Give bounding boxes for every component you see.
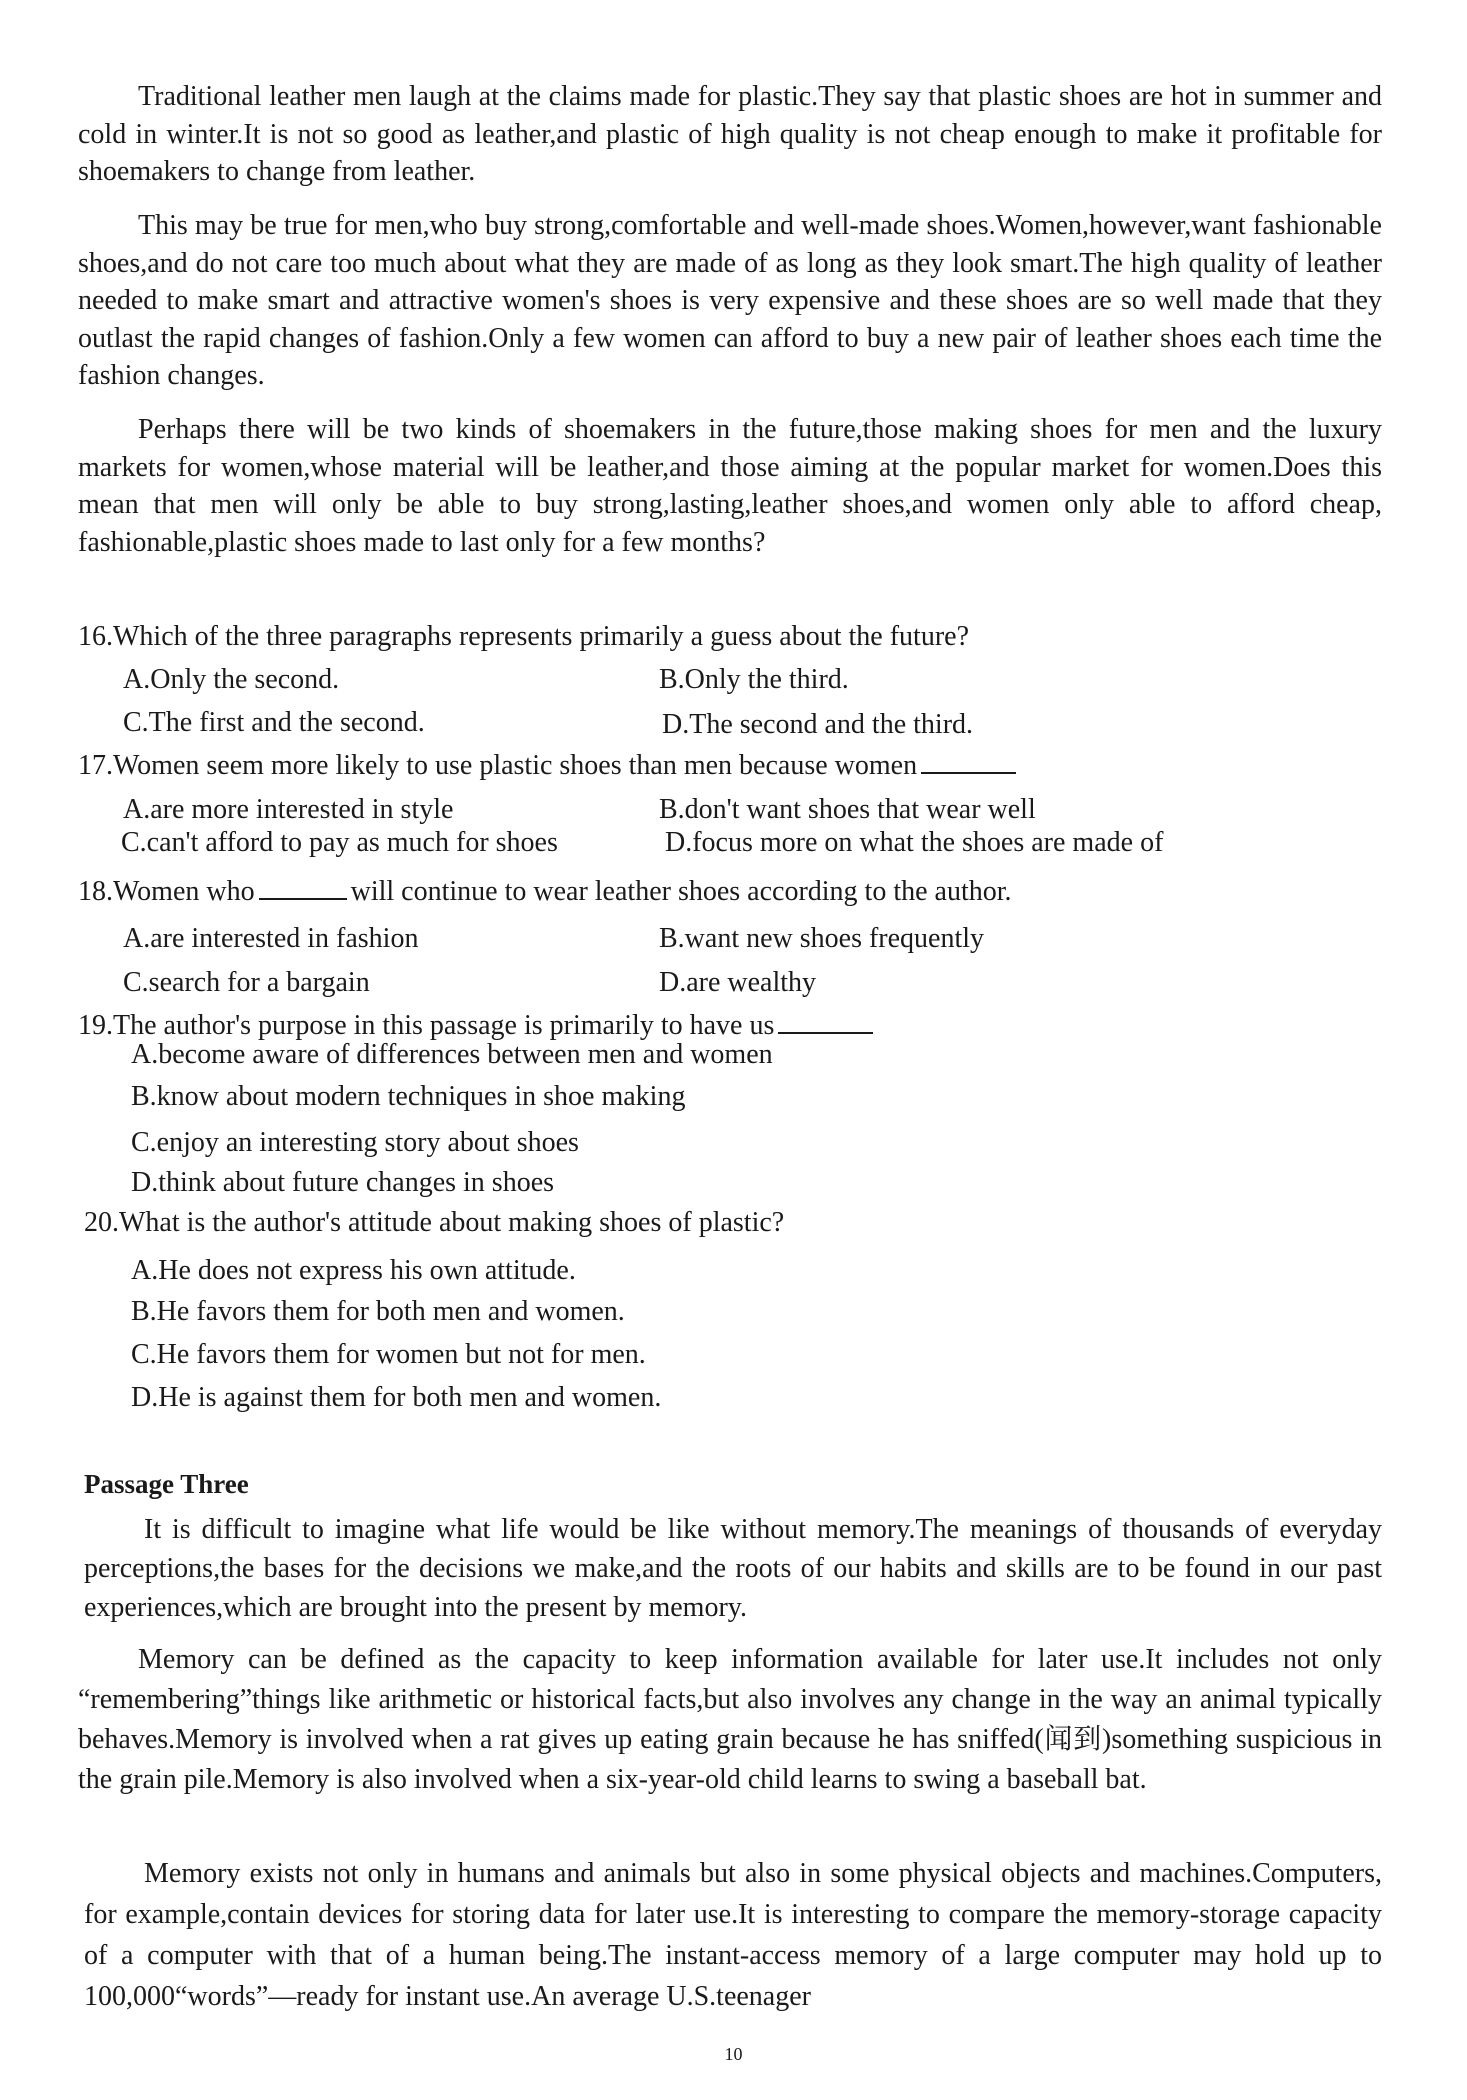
question-20-option-d: D.He is against them for both men and women.	[131, 1382, 662, 1413]
question-19-option-b: B.know about modern techniques in shoe making	[131, 1081, 686, 1112]
question-19-text: 19.The author's purpose in this passage is primarily to have us	[78, 1010, 775, 1041]
question-16-option-d: D.The second and the third.	[662, 709, 974, 740]
question-16-option-a: A.Only the second.	[123, 664, 340, 695]
question-20-stem: 20.What is the author's attitude about making shoes of plastic?	[84, 1207, 785, 1238]
question-19-option-a: A.become aware of differences between men and women	[131, 1039, 773, 1070]
question-19-option-d: D.think about future changes in shoes	[131, 1167, 555, 1198]
passage-three-heading: Passage Three	[84, 1469, 249, 1499]
question-16-option-b: B.Only the third.	[659, 664, 849, 695]
question-18-text-before: 18.Women who	[78, 876, 255, 907]
question-17-stem	[78, 748, 1020, 783]
passage-three-paragraph-1: It is difficult to imagine what life would be like without memory.The meanings of thousands of everyday perceptions,the bases for the decisions we make,and the roots of our habits and skills are to be found in our past experiences,which are brought into the present by memory.	[84, 1514, 1382, 1623]
question-20-option-c: C.He favors them for women but not for men.	[131, 1339, 646, 1370]
question-18-option-b: B.want new shoes frequently	[659, 923, 985, 954]
passage-two-paragraph-3: Perhaps there will be two kinds of shoemakers in the future,those making shoes for men and the luxury markets for women,whose material will be leather,and those aiming at the popular market for women.Does this mean that men will only be able to buy strong,lasting,leather shoes,and women only able to afford cheap, fashionable,plastic shoes made to last only for a few months?	[78, 414, 1382, 558]
passage-three-paragraph-2: Memory can be defined as the capacity to keep information available for later use.It includes not only “remembering”things like arithmetic or historical facts,but also involves any change in the way an animal typically behaves.Memory is involved when a rat gives up eating grain because he has sniffed(闻到)something suspicious in the grain pile.Memory is also involved when a six-year-old child learns to swing a baseball bat.	[78, 1644, 1382, 1795]
answer-blank	[778, 1008, 873, 1034]
question-17-option-b: B.don't want shoes that wear well	[659, 794, 1036, 825]
question-16-stem: 16.Which of the three paragraphs represents primarily a guess about the future?	[78, 621, 969, 652]
question-18-option-a: A.are interested in fashion	[123, 923, 419, 954]
page-number: 10	[724, 2044, 743, 2064]
question-17-option-c: C.can't afford to pay as much for shoes	[121, 827, 558, 858]
question-20-option-b: B.He favors them for both men and women.	[131, 1296, 625, 1327]
question-17-option-a: A.are more interested in style	[123, 794, 454, 825]
question-18-option-d: D.are wealthy	[659, 967, 817, 998]
passage-three-paragraph-3: Memory exists not only in humans and animals but also in some physical objects and machines.Computers, for example,contain devices for storing data for later use.It is interesting to compare the memory-storage capacity of a computer with that of a human being.The instant-access memory of a large computer may hold up to 100,000“words”—ready for instant use.An average U.S.teenager	[84, 1858, 1382, 2012]
question-18-stem	[78, 874, 1012, 909]
answer-blank	[259, 874, 347, 900]
question-17-text: 17.Women seem more likely to use plastic shoes than men because women	[78, 750, 918, 781]
passage-two-paragraph-2: This may be true for men,who buy strong,comfortable and well-made shoes.Women,however,want fashionable shoes,and do not care too much about what they are made of as long as they look smart.The high quality of leather needed to make smart and attractive women's shoes is very expensive and these shoes are so well made that they outlast the rapid changes of fashion.Only a few women can afford to buy a new pair of leather shoes each time the fashion changes.	[78, 210, 1382, 391]
question-16-option-c: C.The first and the second.	[123, 707, 425, 738]
question-18-text-after: will continue to wear leather shoes according to the author.	[350, 876, 1012, 907]
passage-two-paragraph-1: Traditional leather men laugh at the claims made for plastic.They say that plastic shoes are hot in summer and cold in winter.It is not so good as leather,and plastic of high quality is not cheap enough to make it profitable for shoemakers to change from leather.	[78, 81, 1382, 187]
answer-blank	[921, 748, 1016, 774]
question-18-option-c: C.search for a bargain	[123, 967, 370, 998]
question-19-option-c: C.enjoy an interesting story about shoes	[131, 1127, 579, 1158]
question-17-option-d: D.focus more on what the shoes are made of	[665, 827, 1164, 858]
question-20-option-a: A.He does not express his own attitude.	[131, 1255, 576, 1286]
